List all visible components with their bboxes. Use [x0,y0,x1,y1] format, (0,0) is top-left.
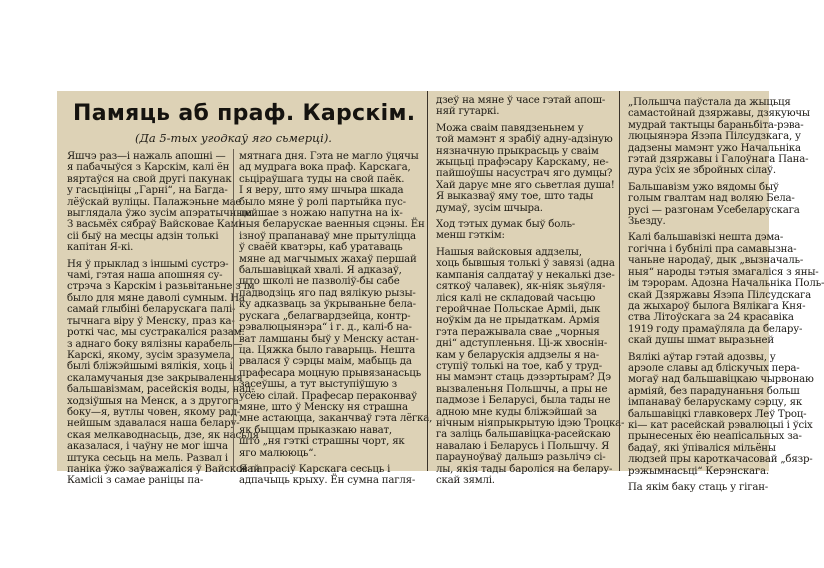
text-line: бальшавіцкі главковерх Леў Троц- [628,408,807,420]
text-line: кам у беларускія аддзелы я на- [436,349,600,361]
text-line: ца. Цяжка было гаварыць. Нешта [239,344,416,356]
column-divider [619,91,620,471]
text-line: нязначную прыкрасьць у сваім [436,145,599,157]
text-line: роткі час, мы сустракаліся разам: [67,327,245,339]
text-line: падмозе і Беларусі, была тады не [436,395,611,407]
column-divider [427,91,428,471]
text-line: бальшавізмам, расейскія воды, над- [67,384,255,396]
text-line: кі— кат расейскай рэвалюцыі і ўсіх [628,419,813,431]
text-line: рэвалюцыянэра“ і г. д., калі-б на- [239,322,412,334]
text-line: І я веру, што яму шчыра шкада [239,185,404,197]
text-line: Нашыя вайсковыя аддзелы, [436,246,582,258]
text-line: ская мелкаводнасьць, дзе, як насьля [67,429,259,441]
column-middle [436,95,625,486]
text-line: пайшоўшы насустрач яго думцы? [436,168,613,180]
text-line: ступіў толькі на тое, каб у труд- [436,360,602,372]
text-line: прынесеных ёю неапісальных за- [628,431,802,443]
text-line: ходзіўшыя на Менск, а з другога [67,395,239,407]
text-line: мяне ад магчымых жахаў першай [239,253,417,265]
text-line: гэта перажывала свае „чорныя [436,326,600,338]
text-line: дадзены мамэнт ужо Начальніка [628,142,801,154]
text-line: чаньне народаў, дык „вызначаль- [628,255,804,267]
text-line: рэжымнасьці“ Керэнскага. [628,465,769,477]
text-line: скай душы шмат выразьней [628,335,774,347]
text-line: адною мне куды бліжэйшай за [436,406,597,418]
text-line: мудрай тактыцы бараньбіта-рэва- [628,119,804,131]
text-line: мяне, што ў Менску ня страшна [239,401,408,413]
text-line: 1919 году прамаўляла да белару- [628,323,803,335]
text-line: самастойнай дзяржавы, дзякуючы [628,108,810,120]
article-title: Памяць аб праф. Карскім. [73,101,416,126]
text-line: хоць бывшыя толькі ў завязі (адна [436,258,615,270]
column-right [628,97,824,493]
text-line: выглядала ўжо зусім апэратычным. [67,208,255,220]
text-line: з аднаго боку вялізны карабель— [67,338,243,350]
text-line: было мяне ў ролі партыйка пус- [239,196,406,208]
text-line: навалаю і Беларусь і Польшчу. Я [436,440,610,452]
text-line: сяткоў чалавек), як-ніяк зьяўля- [436,281,606,293]
text-line: дні“ адступленьня. Ці-ж хвоснін- [436,338,608,350]
text-line: Камісіі з самае раніцы па- [67,475,204,487]
text-line: вызваленьня Польшчы, а пры не [436,383,608,395]
text-line: штука сесьць на мель. Развал і [67,452,228,464]
text-line: думаў, зусім шчыра. [436,202,543,214]
text-line: да жыхароў былога Вялікага Кня- [628,300,806,312]
text-line: рвалася ў сэрцы маім, мабыць да [239,356,412,368]
text-line: што „ня гэткі страшны чорт, як [239,436,405,448]
text-line: лы, якія тады бароліся на белару- [436,463,613,475]
text-line: вяртаўся на свой другі пакунак [67,173,232,185]
column-divider [233,149,234,471]
text-line: засеўшы, а тут выступіўшую з [239,379,397,391]
text-line: люцыянэра Язэпа Пілсудзкага, у [628,131,801,143]
text-line: могаў над бальшавіцкаю чырвонаю [628,374,814,386]
text-line: бальшавіцкай хвалі. Я адказаў, [239,265,402,277]
text-line: Ход тэтых думак быў боль- [436,219,576,231]
text-line: „Польшча паўстала да жыцьця [628,97,791,108]
text-line: я пабачыўся з Карскім, калі ён [67,162,230,174]
text-line: гогічна і бубнілі пра самавызна- [628,243,797,255]
column-left-a [67,151,260,531]
text-line: арміяй, без парадунаньня больш [628,385,800,397]
text-line: рускага „белагвардзейца, контр- [239,310,411,322]
text-line: Па якім баку стаць у гіган- [628,482,769,493]
text-line: Можа сваім павядзеньнем у [436,122,584,134]
text-line: геройчнае Польскае Арміі, дык [436,303,601,315]
text-line: скай Дзяржавы Язэпа Пілсудскага [628,289,812,301]
text-line: кампанія салдатаў у некалькі дзе- [436,269,615,281]
text-line: мне астаюцца, заканчваў гэта лёгка, [239,413,433,425]
text-line: капітан Я-кі. [67,242,134,254]
text-line: тычнага віру ў Менску, праз ка- [67,315,235,327]
text-line: нічным ніяпрыкрытую ідэю Троцка- [436,417,625,429]
text-line: цейшае з ножаю напутна на іх- [239,208,403,220]
text-line: няй гутаркі. [436,106,500,118]
text-line: Вялікі аўтар гэтай адозвы, у [628,351,776,363]
text-line: Я папрасіў Карскага сесьць і [239,463,391,475]
text-line: імпанаваў беларускаму сэрцу, як [628,397,803,409]
text-line: у гасьцініцы „Гарні“, на Багда- [67,185,228,197]
text-line: адпачыць крыху. Ён сумна пагля- [239,475,416,487]
text-line: ку адказваць за ўкрываньне бела- [239,299,416,311]
text-line: ват ламшаны быў у Менску астан- [239,333,419,345]
text-line: боку—я, вутлы човен, якому рад- [67,406,240,418]
text-line: што школі не пазволіў-бы сабе [239,276,400,288]
article-subtitle: (Да 5-тых угодкаў яго сьмерці). [135,131,332,145]
text-line: Калі бальшавізкі нешта дэма- [628,232,784,244]
text-line: ныя“ народы тэтыя змагаліся з яны- [628,266,819,278]
text-line: ў сваёй кватэры, каб уратаваць [239,242,403,254]
text-line: сіі быў на месцы адзін толькі [67,230,219,242]
text-line: русі — разгонам Усебеларускага [628,204,800,216]
text-line: арэоле славы ад бліскучых пера- [628,362,800,374]
text-line: Яшчэ раз—і нажаль апошні — [67,151,226,162]
text-line: чамі, гэтая наша апошняя су- [67,270,223,282]
text-line: усёю сілай. Прафесар пераконваў [239,390,417,402]
text-line: бадаў, які ўпіваліся мільёны [628,442,776,454]
text-line: З васьмёх сябраў Вайсковае Камі- [67,219,245,231]
text-line: жыцьці прафэсару Карскаму, не- [436,157,609,169]
text-line: прафесара моцную прывязанасьць [239,367,421,379]
text-line: той мамэнт я зрабіў адну-адзіную [436,134,613,146]
text-line: ад мудрага вока праф. Карскага, [239,162,411,174]
text-line: голым гвалтам над воляю Бела- [628,193,795,205]
text-line: Зьезду. [628,216,666,228]
text-line: Я выказваў яму тое, што тады [436,191,594,203]
column-left-b [239,151,433,531]
text-line: аказалася, і чаўну не мог ішча [67,441,228,453]
text-line: людзей пры кароткачасовай „бязр- [628,454,813,466]
text-line: ства Літоўскага за 24 красавіка [628,312,794,324]
text-line: паніка ўжо заўважаліся ў Вайсковай [67,463,260,475]
text-line: Бальшавізм ужо вядомы быў [628,181,779,193]
text-line: скай зямлі. [436,475,495,486]
text-line: Ня ў прыклад з іншымі сустрэ- [67,258,229,270]
text-line: яго малююць“. [239,447,317,459]
text-line: стрэча з Карскім і разьвітаньне з ім [67,281,255,293]
text-line: мятнага дня. Гэта не магло ўцячы [239,151,419,162]
text-line: дзеў на мяне ў часе гэтай апош- [436,95,606,106]
text-line: самай глыбіні беларускага палі- [67,304,236,316]
text-line: было для мяне даволі сумным. На [67,292,245,304]
text-line: сьціраўшага туды на свой паёк. [239,173,405,185]
text-line: лёўскай вуліцы. Палажэньне мае [67,196,242,208]
text-line: скаламучаныя дзе закрываленыя [67,372,243,384]
text-line: ізноў прапанаваў мне прытуліцца [239,230,416,242]
text-line: менш гэткім: [436,230,505,242]
text-line: ліся калі не складовай часьцю [436,292,596,304]
text-line: былі бліжэйшымі вялікія, хоць і [67,361,233,373]
text-line: га заліць бальшавіцка-расейскаю [436,429,611,441]
text-line: ім тэрорам. Адозна Начальніка Поль- [628,278,824,290]
text-line: гэтай дзяржавы і Галоўнага Пана- [628,154,809,166]
text-line: ны мамэнт стаць дэзэртырам? Дэ [436,372,611,384]
text-line: ныя беларускае ваенныя сцэны. Ён [239,219,425,231]
text-line: парауноўваў дальшэ разьлічэ сі- [436,452,606,464]
text-line: падводзіць яго пад вялікую рызы- [239,287,416,299]
text-line: дура ўсіх яе збройных сілаў. [628,165,776,177]
text-line: Хай дарує мне яго сьветлая душа! [436,179,615,191]
text-line: нейшым здавалася наша белару- [67,418,240,430]
text-line: як быццам прыказкаю нават, [239,424,392,436]
newspaper-clipping [57,91,824,493]
text-line: ноўкім да не прыдаткам. Армія [436,315,600,327]
text-line: Карскі, якому, зусім зразумела, [67,349,234,361]
